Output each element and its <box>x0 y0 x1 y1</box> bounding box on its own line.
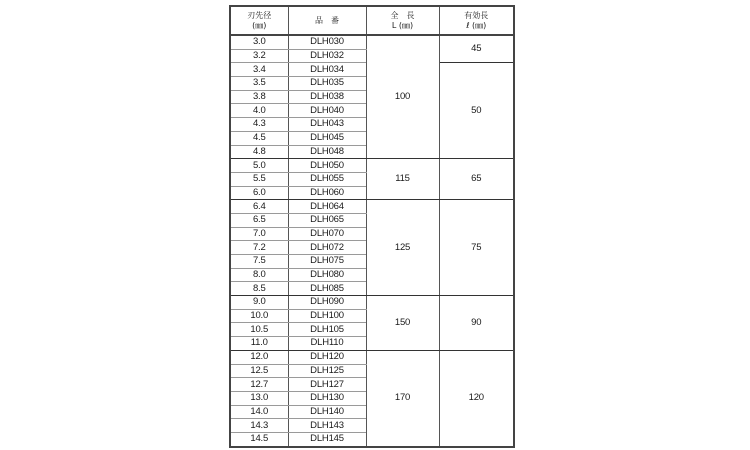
part-number-cell: DLH030 <box>288 35 366 49</box>
diameter-cell: 6.4 <box>230 200 288 214</box>
diameter-cell: 8.0 <box>230 268 288 282</box>
diameter-cell: 5.5 <box>230 172 288 186</box>
part-number-cell: DLH045 <box>288 131 366 145</box>
part-number-cell: DLH050 <box>288 159 366 173</box>
diameter-cell: 12.0 <box>230 350 288 364</box>
part-number-cell: DLH130 <box>288 391 366 405</box>
diameter-cell: 12.5 <box>230 364 288 378</box>
header-total-length-label: 全 長 <box>390 10 415 20</box>
diameter-cell: 3.4 <box>230 63 288 77</box>
diameter-cell: 14.5 <box>230 432 288 446</box>
diameter-cell: 4.3 <box>230 118 288 132</box>
table-body <box>230 35 514 447</box>
drill-spec-table <box>229 5 515 448</box>
effective-length-cell: 50 <box>439 63 514 159</box>
part-number-cell: DLH105 <box>288 323 366 337</box>
diameter-cell: 3.2 <box>230 49 288 63</box>
part-number-cell: DLH127 <box>288 378 366 392</box>
diameter-cell: 7.5 <box>230 255 288 269</box>
part-number-cell: DLH120 <box>288 350 366 364</box>
part-number-cell: DLH035 <box>288 77 366 91</box>
part-number-cell: DLH048 <box>288 145 366 159</box>
header-total-length-unit: L (㎜) <box>391 20 414 30</box>
part-number-cell: DLH043 <box>288 118 366 132</box>
diameter-cell: 4.5 <box>230 131 288 145</box>
part-number-cell: DLH032 <box>288 49 366 63</box>
part-number-cell: DLH140 <box>288 405 366 419</box>
header-effective-length-label: 有効長 <box>464 10 489 20</box>
part-number-cell: DLH100 <box>288 309 366 323</box>
diameter-cell: 6.0 <box>230 186 288 200</box>
diameter-cell: 7.0 <box>230 227 288 241</box>
total-length-cell: 170 <box>366 350 439 446</box>
header-effective-length-unit: ℓ (㎜) <box>466 20 487 30</box>
effective-length-cell: 75 <box>439 200 514 296</box>
total-length-cell: 125 <box>366 200 439 296</box>
part-number-cell: DLH080 <box>288 268 366 282</box>
part-number-cell: DLH085 <box>288 282 366 296</box>
diameter-cell: 9.0 <box>230 296 288 310</box>
part-number-cell: DLH145 <box>288 432 366 446</box>
header-part-number <box>288 6 366 35</box>
part-number-cell: DLH143 <box>288 419 366 433</box>
table-row <box>230 350 514 364</box>
diameter-cell: 12.7 <box>230 378 288 392</box>
part-number-cell: DLH072 <box>288 241 366 255</box>
diameter-cell: 13.0 <box>230 391 288 405</box>
diameter-cell: 3.5 <box>230 77 288 91</box>
part-number-cell: DLH075 <box>288 255 366 269</box>
header-diameter <box>230 6 288 35</box>
table-row <box>230 159 514 173</box>
effective-length-cell: 120 <box>439 350 514 446</box>
diameter-cell: 3.0 <box>230 35 288 49</box>
part-number-cell: DLH038 <box>288 90 366 104</box>
effective-length-cell: 45 <box>439 35 514 63</box>
part-number-cell: DLH055 <box>288 172 366 186</box>
header-row <box>230 6 514 35</box>
total-length-cell: 150 <box>366 296 439 351</box>
header-diameter-unit: (㎜) <box>252 20 267 30</box>
part-number-cell: DLH065 <box>288 213 366 227</box>
part-number-cell: DLH064 <box>288 200 366 214</box>
part-number-cell: DLH040 <box>288 104 366 118</box>
diameter-cell: 7.2 <box>230 241 288 255</box>
table-row <box>230 200 514 214</box>
diameter-cell: 14.3 <box>230 419 288 433</box>
table-row <box>230 35 514 49</box>
header-total-length <box>366 6 439 35</box>
part-number-cell: DLH034 <box>288 63 366 77</box>
diameter-cell: 5.0 <box>230 159 288 173</box>
part-number-cell: DLH110 <box>288 337 366 351</box>
diameter-cell: 10.0 <box>230 309 288 323</box>
diameter-cell: 8.5 <box>230 282 288 296</box>
table-row <box>230 296 514 310</box>
diameter-cell: 4.8 <box>230 145 288 159</box>
header-part-number-label: 品 番 <box>315 15 339 25</box>
diameter-cell: 6.5 <box>230 213 288 227</box>
diameter-cell: 14.0 <box>230 405 288 419</box>
header-effective-length <box>439 6 514 35</box>
effective-length-cell: 90 <box>439 296 514 351</box>
effective-length-cell: 65 <box>439 159 514 200</box>
part-number-cell: DLH060 <box>288 186 366 200</box>
total-length-cell: 100 <box>366 35 439 159</box>
diameter-cell: 3.8 <box>230 90 288 104</box>
header-diameter-label: 刃先径 <box>247 10 272 20</box>
part-number-cell: DLH070 <box>288 227 366 241</box>
diameter-cell: 10.5 <box>230 323 288 337</box>
diameter-cell: 11.0 <box>230 337 288 351</box>
diameter-cell: 4.0 <box>230 104 288 118</box>
total-length-cell: 115 <box>366 159 439 200</box>
part-number-cell: DLH090 <box>288 296 366 310</box>
part-number-cell: DLH125 <box>288 364 366 378</box>
